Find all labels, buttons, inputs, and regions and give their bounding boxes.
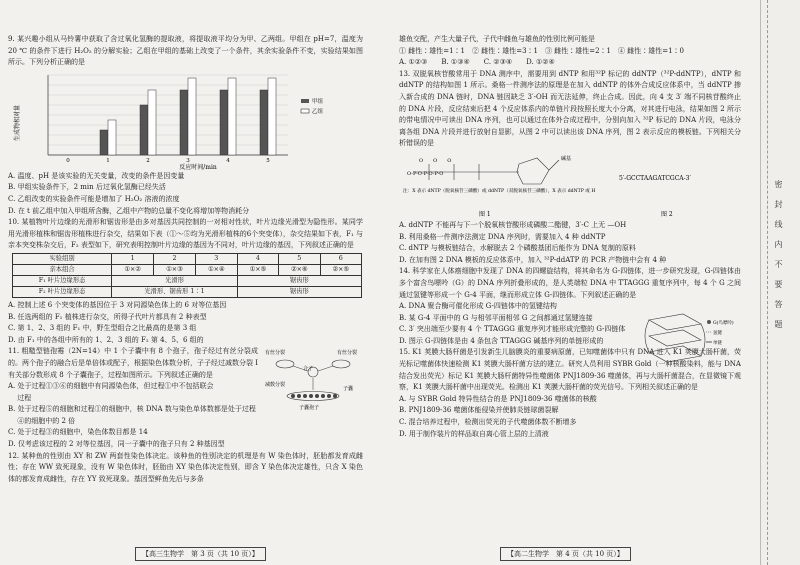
q10-stem: 10. 某植物叶片边缘的光滑形和锯齿形是由多对基因共同控制的一对相对性状，叶片边缘光滑型为隐性形。某同学用光滑形植株和锯齿形植株进行杂交，结果如下表（①～⑤均为光滑形植株的6个突变体），杂交结果如下表，F₁ 与亲本突变株杂交后，F₂ 表型如下，研究表明控制叶片边缘的基因为不同对，叶片边缘的基因，下列叙述正确的是 xyxy=(8,218,363,250)
bar-b-1 xyxy=(108,120,116,155)
legend-text: 氢键 xyxy=(713,331,722,337)
bar-b-2 xyxy=(148,90,156,155)
q12-continued: 雄鱼交配，产生大量子代，子代中雌鱼与雄鱼的性别比例可能是 xyxy=(399,35,595,43)
binding-text: 密 封 线 内 不 要 答 题 xyxy=(774,180,783,330)
base-label: 碱基 xyxy=(561,155,572,162)
q11-option-a-cont: 过程 xyxy=(8,393,32,402)
bar-a-1 xyxy=(100,130,108,155)
table-row xyxy=(13,286,362,297)
fig1-note: 注：X 表示 dNTP（脱氧核苷三磷酸）或 ddNTP（双脱氧核苷三磷酸），X 表示 ddNTP 或 H xyxy=(403,188,596,194)
legend-text: 单链 xyxy=(713,341,722,347)
q10-table xyxy=(12,253,362,298)
table-cell: 锯齿形 xyxy=(237,275,361,286)
table-cell: 4 xyxy=(237,253,278,264)
table-cell: 锯齿形 xyxy=(237,286,361,297)
q10-option-b: B. 任选两组的 F₁ 植株进行杂交，所得子代叶片都具有 2 种表型 xyxy=(8,312,207,321)
table-cell: 3 xyxy=(195,253,237,264)
chem-text: O-P-O-P-O-P-O xyxy=(407,170,444,177)
table-cell: 亲本组合 xyxy=(13,264,112,275)
q9-option-c: C. 乙组改变的实验条件可能是增加了 H₂O₂ 溶液的浓度 xyxy=(8,194,180,203)
legend-swatch-b xyxy=(301,109,309,113)
q14-option-c: C. 3′ 突出端至少要有 4 个 TTAGGG 重复序列才能形成完整的 G-四链体 xyxy=(399,325,626,334)
q9-bar-chart xyxy=(8,69,358,171)
table-cell: 光滑形 xyxy=(112,275,237,286)
right-page-footer: 【高二生物学 第 4 页（共 10 页）】 xyxy=(500,547,631,561)
q10-option-d: D. 由 F₁ 中的各组中所有的 1、2、3 组的 F₂ 第 4、5、6 组的 xyxy=(8,335,204,344)
q11-option-a: A. 处于过程①③⑥的细胞中有同源染色体，但过程①中不包括联会 xyxy=(8,382,214,391)
q14-block xyxy=(399,266,741,347)
legend-label-a: 甲组 xyxy=(312,98,324,105)
x-tick-label: 0 xyxy=(66,157,70,164)
q11-stem: 11. 粗糙型链孢霉（2N=14）中 1 个子囊中有 8 个孢子，孢子经过有丝分裂成的。两个孢子的融合后是单倍体或配子，根据染色体数分析，子子经过减数分裂 I 有关部分数形成 8 个子囊孢子，过程如图所示。下列叙述正确的是 xyxy=(8,347,258,379)
chart-ylabel: 生成物相对量 xyxy=(14,104,21,141)
legend-swatch-a xyxy=(301,99,309,103)
table-cell: F₂ 叶片边缘形态 xyxy=(13,286,112,297)
fig2-sequence: 5′-GCCTAAGATCGCA-3′ xyxy=(619,174,691,182)
q15-option-b: B. PNJ1809-36 噬菌体能侵染并使肺炎链球菌裂解 xyxy=(399,406,559,415)
x-tick-label: 1 xyxy=(106,157,110,164)
bar-b-4 xyxy=(228,78,236,155)
diagram-label: 合子 xyxy=(303,366,314,373)
q9-option-a: A. 温度、pH 是该实验的无关变量，改变的条件是因变量 xyxy=(8,171,185,180)
x-tick-label: 3 xyxy=(186,157,190,164)
q15-stem: 15. K1 荚膜大肠杆菌是引发新生儿脑膜炎的重要病原菌，已知噬菌体中只有 DNA 进入 K1 荚膜大肠杆菌，荧光标记噬菌体快速检测 K1 荚膜大肠杆菌方法的建立。研究人员利用 SYBR Gold（一种核酸染料，能与 DNA 结合发出荧光）标记 K1 荚膜大肠杆菌特异性噬菌体 PNJ1809-36 噬菌体，再与大肠杆菌混合，在显微镜下观察，K1 荚膜大肠杆菌中出现荧光。检测出 K1 荚膜大肠杆菌的荧光信号。下列相关叙述正确的是 xyxy=(399,348,741,392)
x-tick-label: 2 xyxy=(146,157,150,164)
q15-option-a: A. 与 SYBR Gold 特异性结合的是 PNJ1809-36 噬菌体的核酸 xyxy=(399,394,597,403)
q13-option-b: B. 利用桑格一件测序法测定 DNA 序列时，需要加入 4 种 ddNTP xyxy=(399,232,606,241)
q13-option-c: C. dNTP 与模板链结合，水解脱去 2 个磷酸基团后能作为 DNA 复制的原料 xyxy=(399,244,636,253)
table-cell: 2 xyxy=(154,253,196,264)
diagram-label: 有丝分裂 xyxy=(337,350,358,357)
q11-option-c: C. 处于过程③的细胞中，染色体数目都是 14 xyxy=(8,428,148,437)
q13-option-d: D. 在加有图 2 DNA 模板的反应体系中，加入 ³²P-ddATP 的 PCR 产物链中会有 4 种 xyxy=(399,255,667,264)
bar-b-3 xyxy=(188,78,196,155)
right-column xyxy=(399,34,741,440)
left-column xyxy=(8,34,363,485)
table-cell: F₁ 叶片边缘形态 xyxy=(13,275,112,286)
table-cell: ①×⑤ xyxy=(237,264,278,275)
table-cell: 光滑形、锯齿形 1∶1 xyxy=(112,286,237,297)
q9-option-b: B. 甲组实验条件下，2 min 后过氧化氢酶已经失活 xyxy=(8,183,166,192)
q11-option-b: B. 处于过程⑤的细胞和过程①的细胞中，核 DNA 数与染色单体数都是处于过程 xyxy=(8,405,256,414)
table-cell: ②×⑥ xyxy=(279,264,320,275)
q15-option-d: D. 用于制作装片的样品取自离心管上层的上清液 xyxy=(399,429,549,438)
table-row xyxy=(13,253,362,264)
q11-option-d: D. 仅考虑该过程的 2 对等位基因，同一子囊中的孢子只有 2 种基因型 xyxy=(8,440,225,449)
q13-option-a: A. ddNTP 不能再与下一个脱氧核苷酸形成磷酸二酯键，3′-C 上无 —OH xyxy=(399,220,627,229)
q15-option-c: C. 混合培养过程中，检测出荧光的子代噬菌体数不断增多 xyxy=(399,418,577,427)
fig2-caption: 图 2 xyxy=(661,210,673,218)
q12-choices: A. ①②③ B. ①③④ C. ②③④ D. ①②④ xyxy=(399,58,555,67)
bar-b-5 xyxy=(268,78,276,155)
cut-line xyxy=(767,0,768,565)
q9-stem: 9. 某兴趣小组从马铃薯中获取了含过氧化氢酶的提取液，将提取液平均分为甲、乙两组。甲组在 pH=7，温度为 20 ℃ 的条件下进行 H₂O₂ 的分解实验；乙组在甲组的基础上改变了一个条件，其余实验条件不变，实验结果如图所示。下列分析正确的是 xyxy=(8,35,363,67)
table-cell: ①×③ xyxy=(154,264,196,275)
q11-option-b-cont: ④的细胞中的 2 倍 xyxy=(8,416,76,425)
q13-figures xyxy=(399,150,739,220)
table-cell: ①×② xyxy=(112,264,154,275)
life-cycle-diagram xyxy=(263,346,363,414)
binding-margin xyxy=(760,0,800,565)
q14-stem: 14. 科学家在人体癌细胞中发现了 DNA 的四螺旋结构，将其命名为 G-四链体，进一步研究发现，G-四链体由多个富含鸟嘌呤（G）的 DNA 序列折叠形成的，是人类端粒 DNA 中 TTAGGG 重复序列中，每 4 个 G 之间通过氢键等形成一个 G-4 平面，继而形成立体 G-四链体。下列叙述正确的是 xyxy=(399,267,741,299)
bar-a-3 xyxy=(180,90,188,155)
diagram-label: 子囊孢子 xyxy=(299,405,320,412)
table-cell: 5 xyxy=(279,253,320,264)
left-page-footer: 【高三生物学 第 3 页（共 10 页）】 xyxy=(135,547,266,561)
chart-xlabel: 反应时间/min xyxy=(179,163,217,171)
q10-option-a: A. 控制上述 6 个突变体的基因位于 3 对同源染色体上的 6 对等位基因 xyxy=(8,300,227,309)
diagram-label: 有丝分裂 xyxy=(265,350,286,357)
q14-option-d: D. 图示 G-四链体是由 4 条包含 TTAGGG 碱基序列的单链形成的 xyxy=(399,336,604,345)
chem-text: O O O xyxy=(419,157,452,164)
g-quadruplex-diagram xyxy=(643,310,741,370)
cell-shape xyxy=(332,360,350,368)
bar-a-2 xyxy=(140,105,148,155)
fig1-caption: 图 1 xyxy=(479,210,491,218)
bar-a-5 xyxy=(260,90,268,155)
q14-option-b: B. 某 G-4 平面中的 G 与相邻平面相邻 G 之间都通过氢键连接 xyxy=(399,313,593,322)
q12-stem: 12. 某种鱼的性别由 XY 和 ZW 两套性染色体决定。该种鱼的性别决定的机理是有 W 染色体时，胚胎都发育成雌性；存在 WW 致死现象，没有 W 染色体时，胚胎由 XY 染色体决定性别，即含 Y 染色体决定雄性，只含 X 染色体的都发育成雌性，存在 YY 致死现象。基因型鲜鱼先后与多条 xyxy=(8,451,363,483)
legend-text: G(鸟嘌呤) xyxy=(713,321,734,327)
x-tick-label: 4 xyxy=(226,157,230,164)
bar-a-4 xyxy=(220,90,228,155)
table-cell: 6 xyxy=(320,253,362,264)
x-tick-label: 5 xyxy=(266,157,270,164)
cell-shape xyxy=(276,360,294,368)
table-cell: 实验组别 xyxy=(13,253,112,264)
table-row xyxy=(13,264,362,275)
legend-label-b: 乙组 xyxy=(312,108,324,115)
q9-option-d: D. 在 t 前乙组中加入甲组所含酶，乙组中产物的总量不变化将增加等物消耗分 xyxy=(8,206,250,215)
table-cell: ①×④ xyxy=(195,264,237,275)
diagram-label: 子囊 xyxy=(343,386,354,393)
table-cell: ②×⑤ xyxy=(320,264,362,275)
quadruplex-planes xyxy=(645,314,705,362)
legend-g-dot xyxy=(707,320,711,324)
ascospores xyxy=(291,394,337,398)
q13-stem: 13. 双脱氧核苷酸常用于 DNA 测序中，需要用到 dNTP 和用³²P 标记的 ddNTP（³²P-ddNTP），dNTP 和 ddNTP 的结构如图 1 所示。桑格一件测序法的原理是在加入 ddNTP 的体外合成反应体系中，当 ddNTP 掺入新合成的 DNA 链时，DNA 链因缺乏 3′-OH 而无法延伸，终止合成。因此，向 4 支 3′ 端不同核苷酸终止的 DNA 片段，反应结束后把 4 个反应体系内的单链片段按照长度大小分离，对其进行电泳，结果如图 2 所示的带电情况中可读出 DNA 序列，也可以通过在体外合成过程中，分别向加入 ³²P 标记的 DNA 片段，电泳分离各组 DNA 片段并进行放射自显影，从图 2 中可以读出该 DNA 序列，图 2 表示反应的模板链。下列相关分析错误的是 xyxy=(399,69,741,148)
q14-option-a: A. DNA 聚合酶可催化形成 G-四链体中的氢键结构 xyxy=(399,302,557,311)
diagram-label: 减数分裂 xyxy=(265,382,286,389)
table-row xyxy=(13,275,362,286)
q12-options-line: ① 雌性∶雄性=1∶1 ② 雌性∶雄性=3∶1 ③ 雌性∶雄性=2∶1 ④ 雌性∶雄性=1∶0 xyxy=(399,46,684,55)
table-cell: 1 xyxy=(112,253,154,264)
q10-option-c: C. 第 1、2、3 组的 F₁ 中，野生型组合之比最高的是第 3 组 xyxy=(8,324,197,333)
